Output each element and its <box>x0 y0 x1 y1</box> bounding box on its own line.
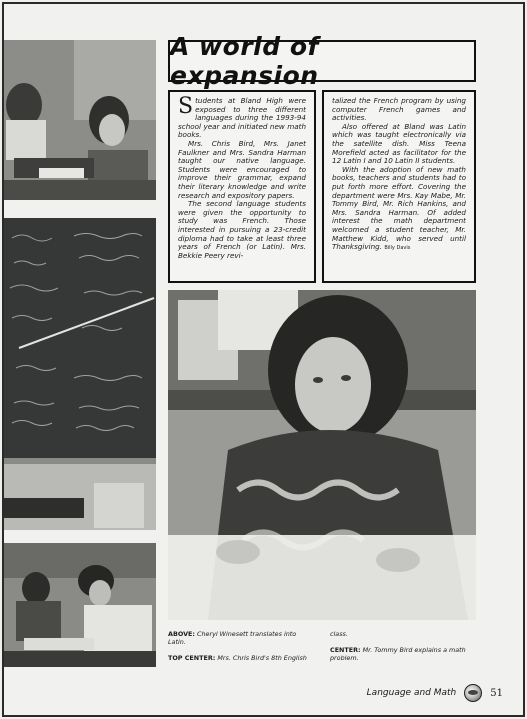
caption-label: CENTER: <box>330 646 361 654</box>
story-paragraph: The second language students were given the opportunity to study was French. Those interested in pursuing a 23-credit diploma had to take at least three years of French (or Latin). Mrs. Bekkie Peery revi- <box>178 199 306 260</box>
caption-column-right <box>330 630 475 670</box>
headline-box <box>168 32 476 90</box>
story-paragraph: talized the French program by using computer French games and activities. <box>332 96 466 123</box>
caption-above <box>168 630 313 646</box>
story-paragraph: Also offered at Bland was Latin which was taught electronically via the satellite dish. Miss Teena Morefield acted as facilitator for the 12 Latin I and 10 Latin II students. <box>332 121 466 166</box>
caption-column-left <box>168 630 313 670</box>
section-title: Language and Math <box>366 688 457 698</box>
story-byline: Billy Davis <box>384 245 411 252</box>
photo-students-illustration <box>4 40 156 200</box>
photo-chalkboard-math <box>4 218 156 530</box>
caption-text: Mr. Tommy Bird explains a math problem. <box>330 646 466 662</box>
story-column-right <box>322 90 476 283</box>
caption-label: ABOVE: <box>168 630 195 638</box>
story-paragraph: Mrs. Chris Bird, Mrs. Janet Faulkner and Mrs. Sandra Harman taught our native language. Students were encouraged to improve their grammar, expand their literary knowledge and write research and expository papers. <box>178 138 306 200</box>
globe-icon <box>464 684 482 702</box>
story-paragraph: With the adoption of new math books, teachers and students had to put forth more effort. Covering the department were Mrs. Kay Mabe, Mr. Tommy Bird, Mr. Rich Hankins, and Mrs. Sandra Harman. Of added interest the math department welcomed a student teacher, Mr. Matthew Kidd, who served until Thanksgiving. Billy Davis <box>332 164 466 252</box>
photo-captions <box>168 630 476 670</box>
page-footer <box>367 684 503 702</box>
caption-text: Cheryl Winesett translates into Latin. <box>168 630 297 646</box>
photo-students-desk <box>4 543 156 667</box>
photo-bottom-illustration <box>4 543 156 667</box>
photo-main-illustration <box>168 290 476 620</box>
caption-center <box>330 646 475 662</box>
page-headline: A world of expansion <box>170 32 319 90</box>
caption-label: TOP CENTER: <box>168 654 216 662</box>
photo-students-class <box>4 40 156 200</box>
photo-cheryl-translating <box>168 290 476 620</box>
story-column-left <box>168 90 316 283</box>
dropcap-letter: S <box>178 94 194 119</box>
page-number: 51 <box>490 687 503 699</box>
caption-top-center-continued: class. <box>330 630 348 638</box>
caption-top-center <box>168 654 313 662</box>
caption-text: Mrs. Chris Bird's 8th English <box>217 654 307 662</box>
story-paragraph: Students at Bland High were exposed to three different languages during the 1993-94 school year and initiated new math books. <box>178 94 306 140</box>
photo-chalkboard-illustration <box>4 218 156 530</box>
